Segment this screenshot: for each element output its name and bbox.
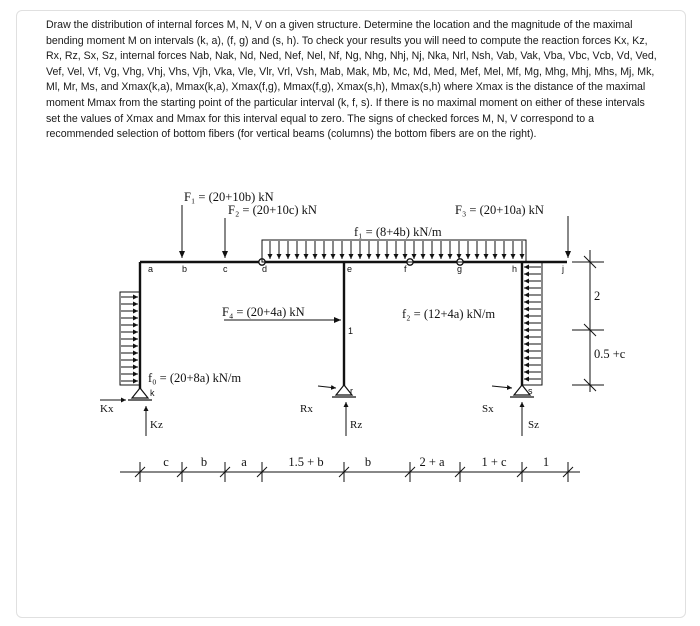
node-label-c: c bbox=[223, 264, 228, 274]
distributed-load-f1 bbox=[262, 240, 526, 262]
dim-bottom-5: 2 + a bbox=[419, 455, 445, 469]
load-label-f2: f₂ = (12+4a) kN/m bbox=[402, 307, 496, 321]
load-label-F4: F₄ = (20+4a) kN bbox=[222, 305, 305, 319]
node-label-j: j bbox=[562, 264, 564, 274]
node-label-l: 1 bbox=[348, 326, 354, 336]
node-label-r: r bbox=[350, 386, 353, 396]
distributed-load-f0 bbox=[120, 292, 140, 385]
reaction-label-Rx: Rx bbox=[300, 403, 313, 415]
node-label-s: s bbox=[528, 386, 533, 396]
reaction-label-Kz: Kz bbox=[150, 419, 163, 431]
distributed-load-f2 bbox=[522, 262, 542, 385]
node-label-f: f bbox=[404, 264, 407, 274]
bottom-dimension-line bbox=[120, 462, 580, 482]
load-label-f0: f₀ = (20+8a) kN/m bbox=[148, 371, 242, 385]
dim-bottom-1: b bbox=[200, 455, 208, 469]
dim-bottom-2: a bbox=[241, 455, 247, 469]
right-dimensions bbox=[572, 250, 604, 392]
node-label-e: e bbox=[347, 264, 353, 274]
dim-right-upper: 2 bbox=[594, 289, 601, 303]
reaction-label-Rz: Rz bbox=[350, 419, 363, 431]
load-label-F3: F₃ = (20+10a) kN bbox=[455, 203, 544, 217]
node-label-a: a bbox=[148, 264, 154, 274]
node-label-g: g bbox=[457, 264, 463, 274]
dim-bottom-4: b bbox=[364, 455, 372, 469]
reaction-label-Kx: Kx bbox=[100, 403, 114, 415]
node-label-h: h bbox=[512, 264, 518, 274]
reaction-label-Sx: Sx bbox=[482, 403, 494, 415]
dim-bottom-7: 1 bbox=[542, 455, 550, 469]
problem-statement: Draw the distribution of internal forces M, N, V on a given structure. Determine the location and the magnitude of the maximal bending moment M on intervals (k, a), (f, g) and (s, h). To check your results you will need to compute the reaction forces Kx, Kz, Rx, Rz, Sx, Sz, internal forces Nab, Nak, Nd, Ned, Nef, Nel, Nf, Ng, Nhg, Nhj, Nj, Nka, Nrl, Nsh, Vab, Vak, Vba, Vbc, Vcb, Vd, Ved, Vef, Vel, Vf, Vg, Vhg, Vhj, Vhs, Vjh, Vka, Vle, Vlr, Vrl, Vsh, Mab, Mak, Mb, Mc, Md, Med, Mef, Mel, Mf, Mg, Mhg, Mhj, Mhs, Mj, Mk, Ml, Mr, Ms, and Xmax(k,a), Mmax(k,a), Xmax(f,g), Mmax(f,g), Xmax(s,h), Mmax(s,h) where Xmax is the distance of the maximal moment Mmax from the starting point of the particular interval (k, f, s). If there is no maximal moment on either of these intervals set the values of Xmax and Mmax for this interval equal to zero. The signs of checked forces M, N, V correspond to a recommended selection of bottom fibers (for vertical beams (columns) the bottom fibers are on the right). bbox=[46, 19, 657, 141]
reaction-label-Sz: Sz bbox=[528, 419, 539, 431]
load-label-F1: F₁ = (20+10b) kN bbox=[184, 190, 274, 204]
dim-bottom-6: 1 + c bbox=[481, 455, 507, 469]
node-label-d: d bbox=[262, 264, 268, 274]
node-label-b: b bbox=[182, 264, 188, 274]
dim-right-lower: 0.5 +c bbox=[594, 347, 626, 361]
dim-bottom-0: c bbox=[163, 455, 169, 469]
node-label-k: k bbox=[150, 388, 155, 398]
load-label-F2: F₂ = (20+10c) kN bbox=[228, 203, 317, 217]
support-k bbox=[128, 388, 152, 400]
load-label-f1: f₁ = (8+4b) kN/m bbox=[354, 225, 442, 239]
dim-bottom-3: 1.5 + b bbox=[288, 455, 324, 469]
